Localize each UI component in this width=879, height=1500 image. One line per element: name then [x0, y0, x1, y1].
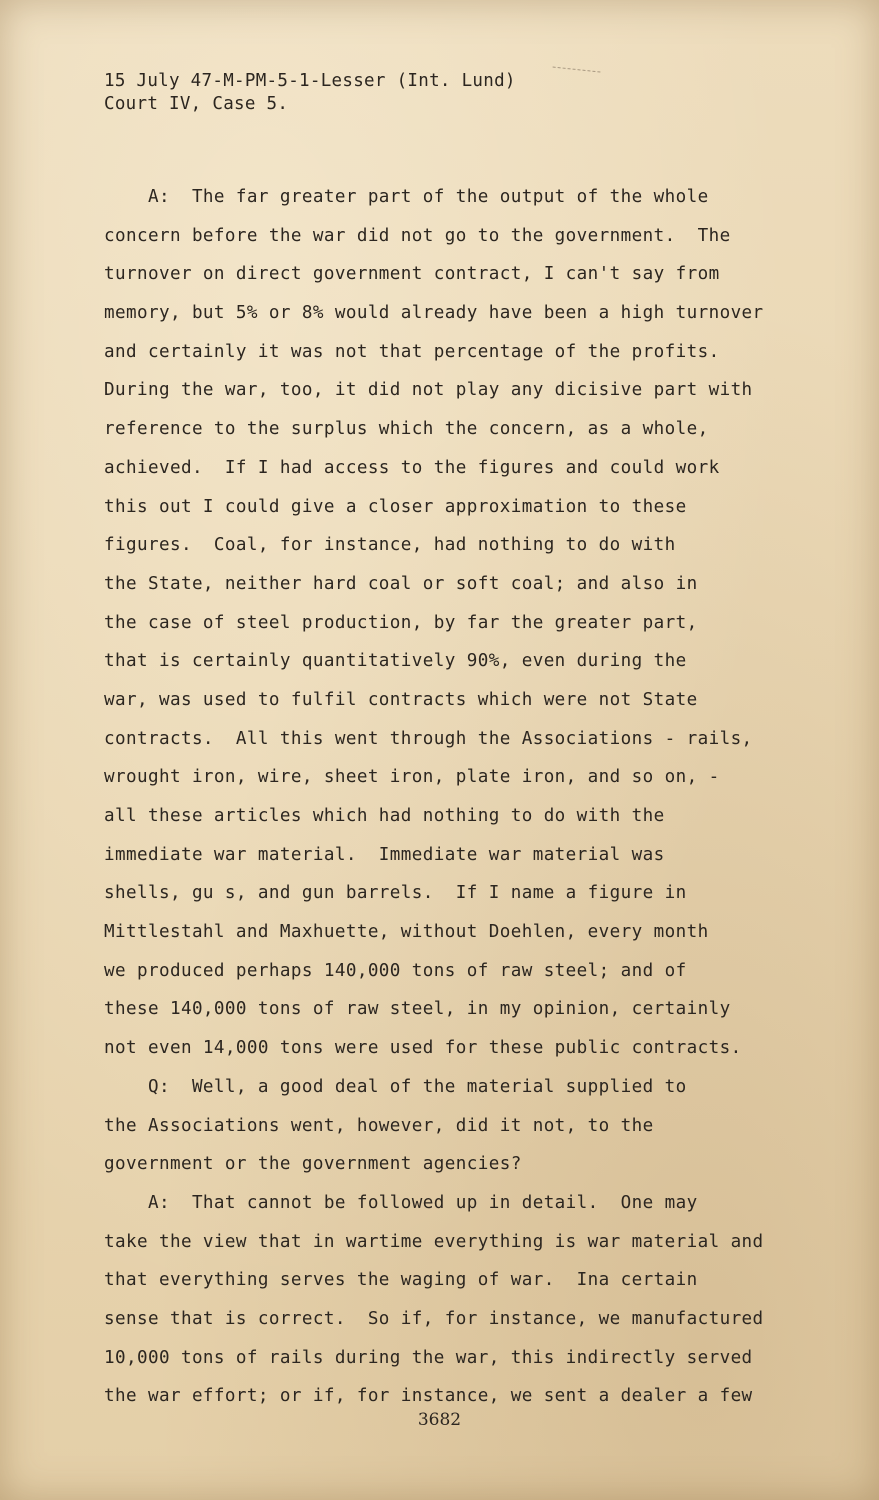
transcript-line: these 140,000 tons of raw steel, in my opinion, certainly: [104, 999, 731, 1020]
transcript-line: this out I could give a closer approximation to these: [104, 496, 687, 517]
transcript-line: Mittlestahl and Maxhuette, without Doehlen, every month: [104, 922, 709, 943]
transcript-line: all these articles which had nothing to do with the: [104, 806, 665, 826]
transcript-line: figures. Coal, for instance, had nothing to do with: [104, 535, 676, 556]
transcript-line: A: The far greater part of the output of the whole: [104, 187, 709, 207]
transcript-line: war, was used to fulfil contracts which were not State: [104, 689, 698, 710]
transcript-line: take the view that in wartime everything is war material and: [104, 1231, 764, 1252]
transcript-line: sense that is correct. So if, for instance, we manufactured: [104, 1308, 764, 1329]
transcript-line: that is certainly quantitatively 90%, even during the: [104, 651, 687, 672]
transcript-line: shells, gu s, and gun barrels. If I name a figure in: [104, 883, 687, 904]
document-header: [104, 70, 516, 116]
transcript-line: Q: Well, a good deal of the material supplied to: [104, 1076, 687, 1097]
transcript-line: the State, neither hard coal or soft coal; and also in: [104, 573, 698, 594]
transcript-line: achieved. If I had access to the figures and could work: [104, 457, 720, 478]
transcript-line: not even 14,000 tons were used for these public contracts.: [104, 1038, 742, 1059]
transcript-line: A: That cannot be followed up in detail. One may: [104, 1192, 698, 1213]
transcript-line: immediate war material. Immediate war material was: [104, 844, 665, 865]
page-number: 3682: [417, 1410, 462, 1430]
transcript-line: During the war, too, it did not play any dicisive part with: [104, 380, 753, 401]
transcript-line: the war effort; or if, for instance, we sent a dealer a few: [104, 1386, 753, 1407]
transcript-body: [104, 178, 824, 1416]
transcript-line: contracts. All this went through the Associations - rails,: [104, 728, 753, 749]
pencil-mark: [552, 67, 601, 83]
header-court-line: Court IV, Case 5.: [104, 94, 289, 114]
transcript-line: wrought iron, wire, sheet iron, plate iron, and so on, -: [104, 767, 720, 788]
transcript-line: turnover on direct government contract, I can't say from: [104, 264, 720, 285]
transcript-line: the Associations went, however, did it not, to the: [104, 1115, 654, 1136]
transcript-line: 10,000 tons of rails during the war, this indirectly served: [104, 1347, 753, 1368]
transcript-line: that everything serves the waging of war. Ina certain: [104, 1270, 698, 1291]
transcript-line: and certainly it was not that percentage of the profits.: [104, 341, 720, 362]
transcript-line: the case of steel production, by far the greater part,: [104, 612, 698, 633]
transcript-line: government or the government agencies?: [104, 1154, 522, 1175]
transcript-line: memory, but 5% or 8% would already have been a high turnover: [104, 303, 764, 324]
transcript-line: we produced perhaps 140,000 tons of raw steel; and of: [104, 960, 687, 981]
header-session-line: 15 July 47-M-PM-5-1-Lesser (Int. Lund): [104, 71, 516, 91]
transcript-line: reference to the surplus which the concern, as a whole,: [104, 419, 709, 440]
transcript-line: concern before the war did not go to the government. The: [104, 225, 731, 246]
